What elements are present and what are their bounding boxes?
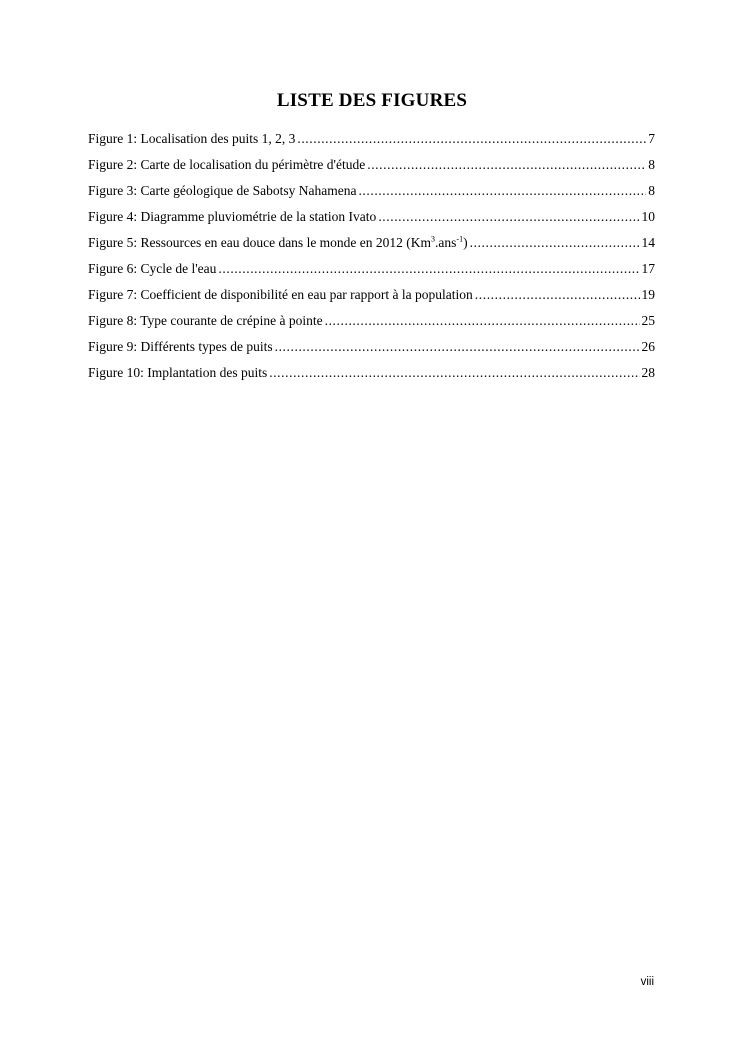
figure-entry-9[interactable] [88, 339, 655, 365]
figure-entry-page: 26 [641, 339, 655, 354]
dot-leader [218, 261, 639, 277]
figure-entry-page: 28 [641, 365, 655, 380]
figure-entry-5[interactable] [88, 235, 655, 261]
page-title: LISTE DES FIGURES [276, 90, 468, 111]
figure-entry-page: 19 [641, 287, 655, 302]
figure-entry-7[interactable] [88, 287, 655, 313]
figure-entry-label: Figure 6: Cycle de l'eau [88, 261, 217, 276]
figure-entry-page: 10 [641, 209, 655, 224]
figure-entry-page: 14 [641, 235, 655, 250]
superscript-exponent: -1 [456, 234, 464, 244]
figure-entry-page: 7 [648, 131, 655, 146]
figure-entry-8[interactable] [88, 313, 655, 339]
dot-leader [275, 339, 640, 355]
figure-entry-label: Figure 3: Carte géologique de Sabotsy Nahamena [88, 183, 357, 198]
figure-entry-label-prefix: Figure 5: Ressources en eau douce dans le monde en 2012 (Km [88, 235, 432, 250]
dot-leader [367, 157, 646, 173]
figure-entry-label: Figure 2: Carte de localisation du périmètre d'étude [88, 157, 366, 172]
figure-entry-6[interactable] [88, 261, 655, 287]
figure-entry-page: 17 [641, 261, 655, 276]
figure-entry-page: 25 [641, 313, 655, 328]
dot-leader [325, 313, 640, 329]
figure-entry-label: Figure 10: Implantation des puits [88, 365, 268, 380]
figure-entry-2[interactable] [88, 157, 655, 183]
figure-entry-label-suffix: ) [463, 235, 468, 250]
dot-leader [358, 183, 646, 199]
figure-entry-label: Figure 8: Type courante de crépine à pointe [88, 313, 323, 328]
dot-leader [475, 287, 640, 303]
superscript-exponent: 3 [431, 234, 436, 244]
figure-entry-4[interactable] [88, 209, 655, 235]
page-number: viii [640, 976, 654, 988]
dot-leader [378, 209, 639, 225]
figure-entry-page: 8 [648, 183, 655, 198]
figure-entry-label: Figure 7: Coefficient de disponibilité en eau par rapport à la population [88, 287, 473, 302]
dot-leader [297, 131, 646, 147]
figure-entry-label: Figure 4: Diagramme pluviométrie de la station Ivato [88, 209, 377, 224]
figure-entry-label-mid: .ans [435, 235, 457, 250]
dot-leader [269, 365, 639, 381]
figure-entry-page: 8 [648, 157, 655, 172]
figure-entry-label: Figure 1: Localisation des puits 1, 2, 3 [88, 131, 296, 146]
figure-entry-label [88, 235, 468, 251]
dot-leader [470, 235, 640, 251]
figure-entry-10[interactable] [88, 365, 655, 391]
figure-list [88, 131, 655, 391]
figure-entry-3[interactable] [88, 183, 655, 209]
figure-entry-label: Figure 9: Différents types de puits [88, 339, 273, 354]
figure-entry-1[interactable] [88, 131, 655, 157]
